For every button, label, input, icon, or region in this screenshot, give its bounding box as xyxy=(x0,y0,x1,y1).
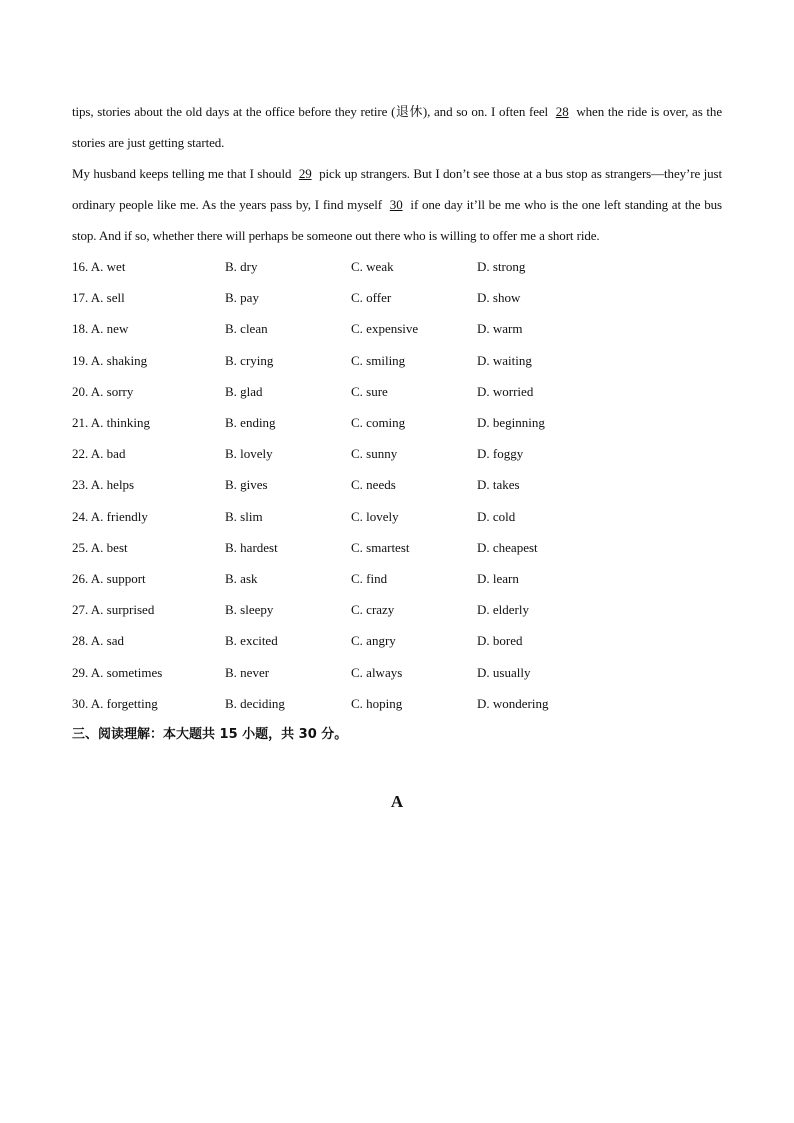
option-c: C. smiling xyxy=(351,352,406,368)
option-a: 27. A. surprised xyxy=(72,602,155,618)
option-c: C. coming xyxy=(351,415,406,431)
option-d: D. worried xyxy=(477,383,534,399)
question-row xyxy=(72,376,722,407)
option-c: C. expensive xyxy=(351,321,419,337)
question-row xyxy=(72,594,722,625)
question-row xyxy=(72,501,722,532)
option-d: D. wondering xyxy=(477,695,549,711)
question-row xyxy=(72,532,722,563)
question-row xyxy=(72,656,722,687)
question-row xyxy=(72,345,722,376)
question-row xyxy=(72,688,722,719)
option-a: 29. A. sometimes xyxy=(72,664,163,680)
option-b: B. never xyxy=(225,664,270,680)
option-d: D. warm xyxy=(477,321,523,337)
paragraph-1-text-b: when the ride is over, as the stories are just getting started. xyxy=(72,104,722,150)
option-a: 23. A. helps xyxy=(72,477,135,493)
passage-label: A xyxy=(390,792,404,811)
blank-28: 28 xyxy=(555,104,569,119)
question-options xyxy=(72,251,722,719)
option-d: D. show xyxy=(477,290,521,306)
option-c: C. lovely xyxy=(351,508,399,524)
option-b: B. ending xyxy=(225,415,276,431)
option-a: 30. A. forgetting xyxy=(72,695,158,711)
blank-30: 30 xyxy=(389,197,403,212)
option-b: B. deciding xyxy=(225,695,285,711)
question-row xyxy=(72,469,722,500)
paragraph-1-text-a: tips, stories about the old days at the office before they retire (退休), and so on. I often feel xyxy=(72,104,552,119)
option-c: C. hoping xyxy=(351,695,403,711)
question-row xyxy=(72,563,722,594)
option-b: B. crying xyxy=(225,352,274,368)
question-row xyxy=(72,282,722,313)
section-title: 三、阅读理解：本大题共 15 小题，共 30 分。 xyxy=(72,726,348,742)
paragraph-2-text-b: pick up strangers. But I don’t see those at a bus stop as strangers—they’re just ordinary people like me. As the years pass by, I find myself xyxy=(72,166,722,212)
option-d: D. learn xyxy=(477,570,519,586)
option-b: B. ask xyxy=(225,570,258,586)
option-a: 26. A. support xyxy=(72,570,146,586)
option-b: B. hardest xyxy=(225,539,278,555)
option-b: B. lovely xyxy=(225,446,273,462)
question-row xyxy=(72,313,722,344)
option-d: D. cold xyxy=(477,508,516,524)
option-c: C. angry xyxy=(351,633,396,649)
option-a: 25. A. best xyxy=(72,539,128,555)
option-b: B. gives xyxy=(225,477,268,493)
option-d: D. elderly xyxy=(477,602,529,618)
option-a: 28. A. sad xyxy=(72,633,124,649)
option-a: 20. A. sorry xyxy=(72,383,134,399)
paragraph-2 xyxy=(72,158,722,251)
option-b: B. glad xyxy=(225,383,263,399)
option-d: D. usually xyxy=(477,664,531,680)
option-c: C. offer xyxy=(351,290,392,306)
option-a: 18. A. new xyxy=(72,321,129,337)
option-d: D. cheapest xyxy=(477,539,538,555)
option-c: C. weak xyxy=(351,259,394,275)
question-row xyxy=(72,251,722,282)
document-page xyxy=(72,96,722,749)
option-c: C. find xyxy=(351,570,388,586)
question-row xyxy=(72,438,722,469)
option-c: C. sure xyxy=(351,383,388,399)
question-row xyxy=(72,625,722,656)
option-d: D. strong xyxy=(477,259,526,275)
option-b: B. clean xyxy=(225,321,268,337)
question-row xyxy=(72,407,722,438)
option-b: B. pay xyxy=(225,290,259,306)
option-d: D. waiting xyxy=(477,352,532,368)
option-d: D. foggy xyxy=(477,446,524,462)
option-c: C. always xyxy=(351,664,403,680)
option-a: 24. A. friendly xyxy=(72,508,148,524)
option-d: D. takes xyxy=(477,477,520,493)
paragraph-2-text-a: My husband keeps telling me that I should xyxy=(72,166,295,181)
option-d: D. bored xyxy=(477,633,523,649)
option-a: 22. A. bad xyxy=(72,446,126,462)
option-a: 21. A. thinking xyxy=(72,415,151,431)
option-c: C. crazy xyxy=(351,602,395,618)
option-b: B. dry xyxy=(225,259,258,275)
option-c: C. smartest xyxy=(351,539,410,555)
option-c: C. sunny xyxy=(351,446,398,462)
paragraph-2-text-c: if one day it’ll be me who is the one left standing at the bus stop. And if so, whether there will perhaps be someone out there who is willing to offer me a short ride. xyxy=(72,197,722,243)
option-a: 17. A. sell xyxy=(72,290,125,306)
option-a: 19. A. shaking xyxy=(72,352,148,368)
paragraph-1 xyxy=(72,96,722,158)
option-b: B. excited xyxy=(225,633,278,649)
option-d: D. beginning xyxy=(477,415,545,431)
option-c: C. needs xyxy=(351,477,396,493)
option-a: 16. A. wet xyxy=(72,259,126,275)
option-b: B. sleepy xyxy=(225,602,274,618)
blank-29: 29 xyxy=(298,166,312,181)
option-b: B. slim xyxy=(225,508,263,524)
